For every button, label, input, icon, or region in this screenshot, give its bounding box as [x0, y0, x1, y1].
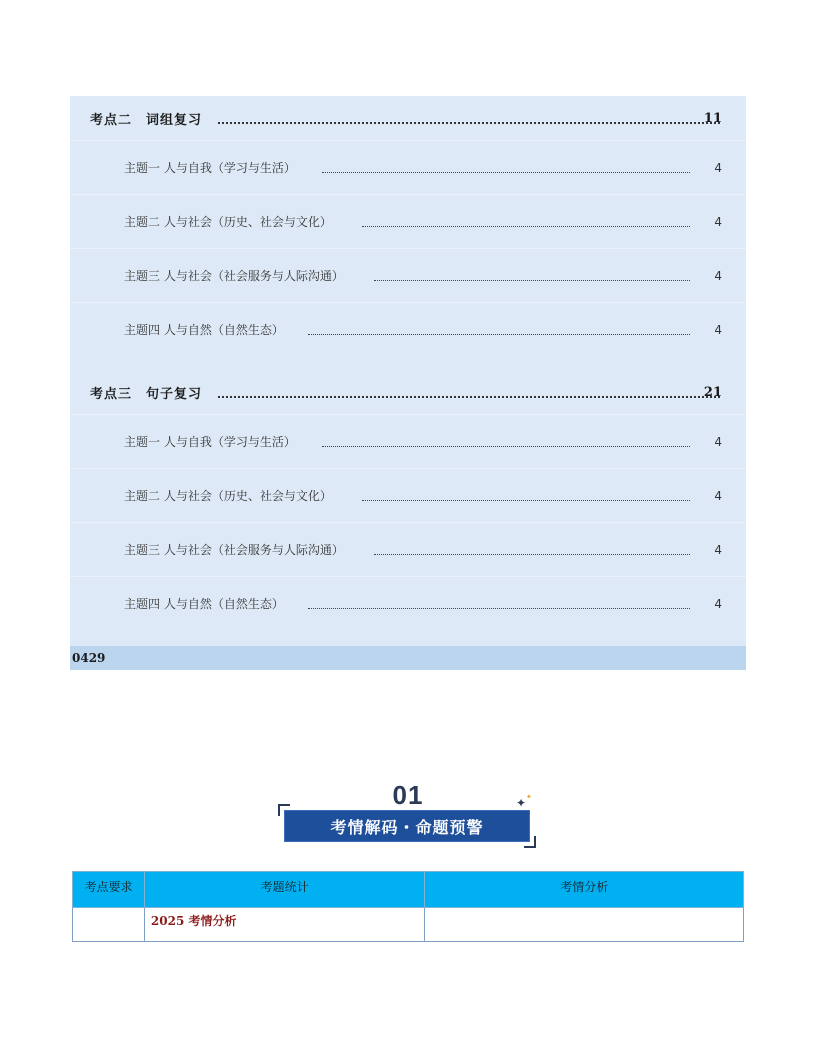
toc-section-page: 11: [703, 110, 722, 126]
dot-leader: [322, 172, 690, 173]
column-header: 考题统计: [144, 872, 425, 908]
toc-item-label: 主题二 人与社会（历史、社会与文化）: [124, 489, 332, 503]
toc-item[interactable]: [70, 194, 746, 248]
toc-item-label: 主题四 人与自然（自然生态）: [124, 597, 284, 611]
toc-item[interactable]: [70, 522, 746, 576]
toc-item-page: 4: [714, 322, 722, 337]
toc-item[interactable]: [70, 248, 746, 302]
table-cell: [425, 908, 744, 942]
toc-item-label: 主题一 人与自我（学习与生活）: [124, 435, 296, 449]
dot-leader: [374, 554, 690, 555]
toc-item-page: 4: [714, 488, 722, 503]
toc-footer-text: 0429: [72, 651, 106, 665]
sparkle-icon: ✦: [516, 796, 527, 810]
toc-item[interactable]: [70, 302, 746, 356]
toc-item[interactable]: [70, 140, 746, 194]
toc-item-page: 4: [714, 214, 722, 229]
column-header: 考情分析: [425, 872, 744, 908]
dot-leader: [218, 122, 720, 124]
dot-leader: [362, 500, 690, 501]
toc-section-page: 21: [703, 384, 722, 400]
toc-section[interactable]: [70, 370, 746, 414]
dot-leader: [362, 226, 690, 227]
toc-item[interactable]: [70, 576, 746, 630]
dot-leader: [308, 608, 690, 609]
table-cell: [144, 908, 425, 942]
dot-leader: [218, 396, 720, 398]
toc-item-page: 4: [714, 542, 722, 557]
toc-item-label: 主题四 人与自然（自然生态）: [124, 323, 284, 337]
banner-title: 考情解码・命题预警: [330, 817, 484, 837]
exam-analysis-table: [72, 871, 744, 942]
table-of-contents: [70, 96, 746, 670]
dot-leader: [308, 334, 690, 335]
highlight-text: 2025 考情分析: [150, 914, 237, 928]
toc-item-label: 主题三 人与社会（社会服务与人际沟通）: [124, 543, 344, 557]
toc-item-page: 4: [714, 268, 722, 283]
toc-section-label: 考点二 词组复习: [90, 112, 203, 128]
toc-section[interactable]: [70, 96, 746, 140]
toc-item[interactable]: [70, 414, 746, 468]
section-number: 01: [392, 780, 424, 810]
toc-section-label: 考点三 句子复习: [90, 386, 203, 402]
toc-item-page: 4: [714, 596, 722, 611]
toc-item-label: 主题一 人与自我（学习与生活）: [124, 161, 296, 175]
column-header: 考点要求: [73, 872, 145, 908]
table-row: [73, 908, 744, 942]
table-header-row: [73, 872, 744, 908]
table-cell: [73, 908, 145, 942]
toc-item-label: 主题二 人与社会（历史、社会与文化）: [124, 215, 332, 229]
toc-item-label: 主题三 人与社会（社会服务与人际沟通）: [124, 269, 344, 283]
toc-footer: [70, 646, 746, 670]
toc-item-page: 4: [714, 160, 722, 175]
sparkle-icon: ✦: [526, 793, 532, 801]
banner-title-box: [284, 810, 530, 842]
dot-leader: [374, 280, 690, 281]
dot-leader: [322, 446, 690, 447]
toc-item[interactable]: [70, 468, 746, 522]
toc-item-page: 4: [714, 434, 722, 449]
